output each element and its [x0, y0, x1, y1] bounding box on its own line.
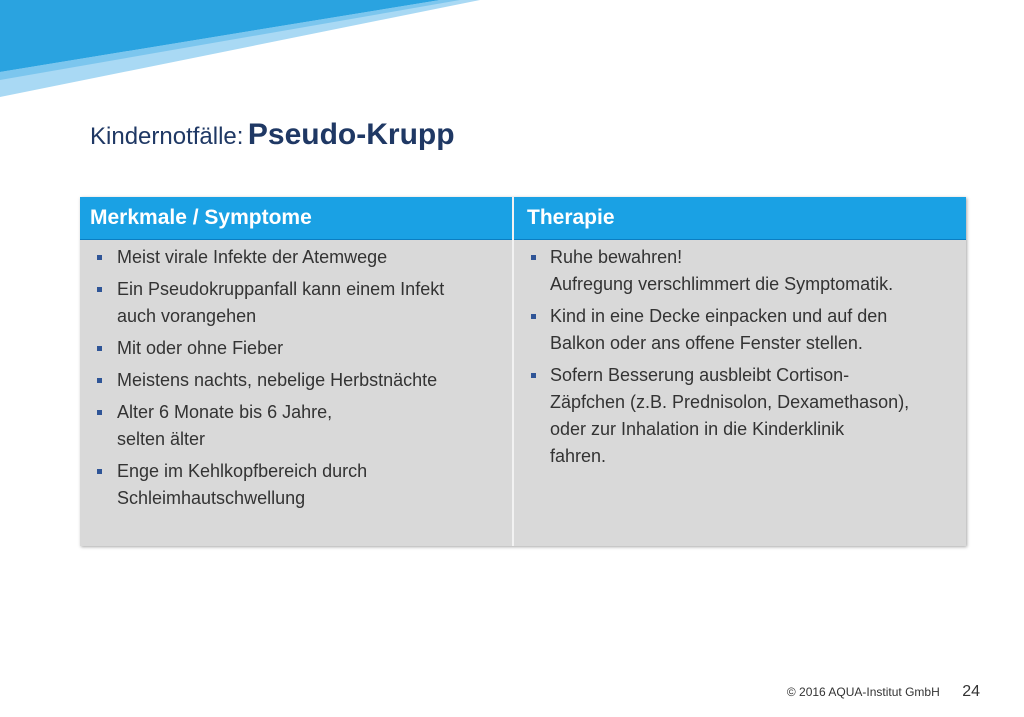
item-text: selten älter — [117, 429, 206, 449]
title-prefix: Kindernotfälle: — [90, 123, 244, 150]
slide-title — [90, 118, 455, 152]
list-item — [514, 244, 966, 298]
list-item — [514, 362, 966, 470]
therapy-header: Therapie — [514, 197, 966, 240]
item-text: Zäpfchen (z.B. Prednisolon, Dexamethason), — [550, 392, 910, 412]
item-text: auch vorangehen — [117, 306, 257, 326]
list-item — [80, 399, 512, 453]
item-text: fahren. — [550, 446, 607, 466]
square-bullet-icon — [97, 378, 102, 383]
list-item — [80, 335, 512, 362]
item-text: Balkon oder ans offene Fenster stellen. — [550, 333, 863, 353]
square-bullet-icon — [97, 287, 102, 292]
symptoms-list — [80, 240, 512, 512]
list-item — [514, 303, 966, 357]
item-text: Sofern Besserung ausbleibt Cortison- — [550, 365, 850, 385]
slide-footer — [787, 683, 980, 701]
list-item — [80, 458, 512, 512]
square-bullet-icon — [97, 469, 102, 474]
square-bullet-icon — [531, 255, 536, 260]
square-bullet-icon — [531, 314, 536, 319]
symptoms-header: Merkmale / Symptome — [80, 197, 512, 240]
item-text: Aufregung verschlimmert die Symptomatik. — [550, 274, 894, 294]
item-text: Ruhe bewahren! — [550, 247, 683, 267]
square-bullet-icon — [531, 373, 536, 378]
content-table — [80, 197, 966, 546]
therapy-column — [514, 197, 966, 546]
square-bullet-icon — [97, 255, 102, 260]
therapy-list — [514, 240, 966, 470]
item-text: Alter 6 Monate bis 6 Jahre, — [117, 402, 333, 422]
item-text: oder zur Inhalation in die Kinderklinik — [550, 419, 845, 439]
item-text: Enge im Kehlkopfbereich durch — [117, 461, 368, 481]
list-item — [80, 244, 512, 271]
symptoms-column — [80, 197, 512, 546]
title-main: Pseudo-Krupp — [247, 118, 455, 151]
corner-decoration — [0, 0, 480, 100]
page-number: 24 — [962, 683, 980, 700]
item-text: Schleimhautschwellung — [117, 488, 306, 508]
item-text: Meist virale Infekte der Atemwege — [117, 247, 388, 267]
list-item — [80, 367, 512, 394]
copyright-text: © 2016 AQUA-Institut GmbH — [786, 685, 940, 699]
square-bullet-icon — [97, 346, 102, 351]
item-text: Ein Pseudokruppanfall kann einem Infekt — [117, 279, 445, 299]
item-text: Meistens nachts, nebelige Herbstnächte — [117, 370, 438, 390]
item-text: Kind in eine Decke einpacken und auf den — [550, 306, 888, 326]
list-item — [80, 276, 512, 330]
item-text: Mit oder ohne Fieber — [117, 338, 284, 358]
square-bullet-icon — [97, 410, 102, 415]
